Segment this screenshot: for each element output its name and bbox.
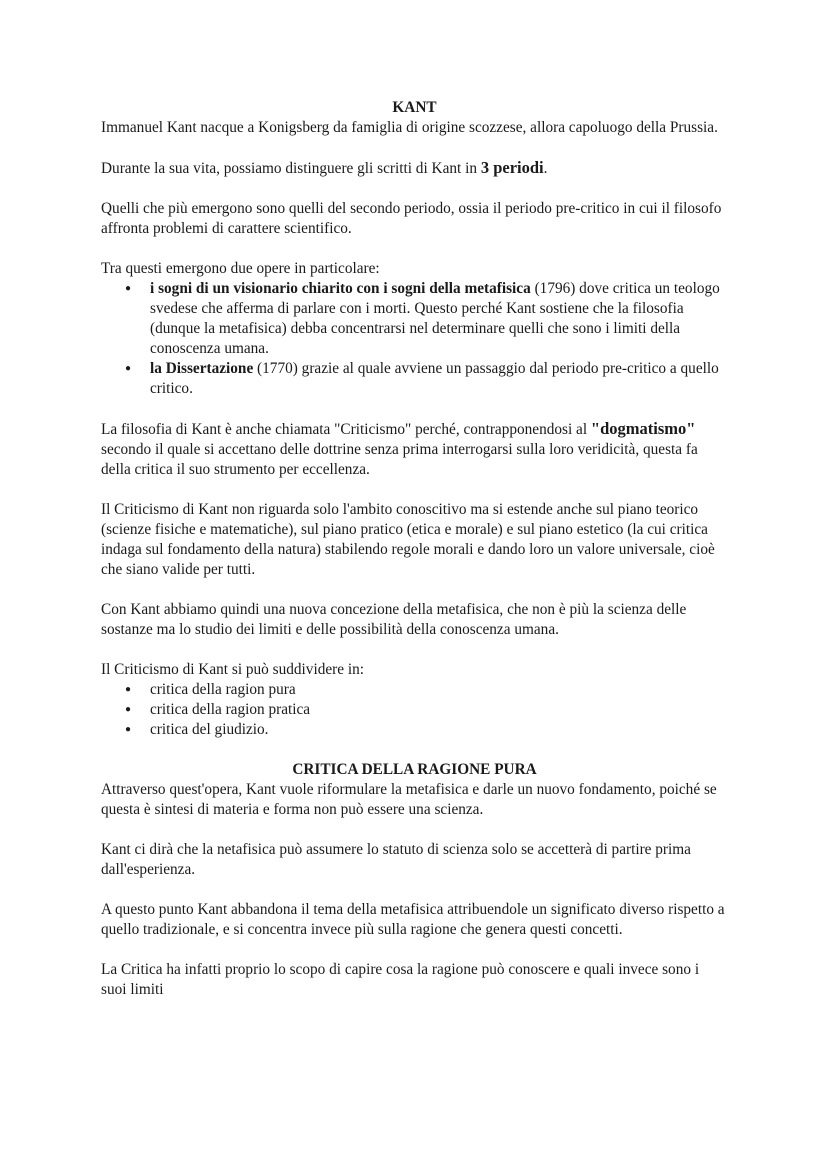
paragraph-second-period: Quelli che più emergono sono quelli del secondo periodo, ossia il periodo pre-critico in cui il filosofo affronta problemi di carattere scientifico. xyxy=(101,200,722,237)
periods-text: Durante la sua vita, possiamo distinguere gli scritti di Kant in xyxy=(101,160,481,177)
list-item: ● critica della ragion pura xyxy=(150,680,728,700)
criticism-text-end: secondo il quale si accettano delle dottrine senza prima interrogarsi sulla loro veridicità, questa fa della critica il suo strumento per eccellenza. xyxy=(101,441,698,478)
periods-end: . xyxy=(543,160,548,177)
list-item xyxy=(150,359,728,399)
paragraph-criticism-scope: Il Criticismo di Kant non riguarda solo l'ambito conoscitivo ma si estende anche sul piano teorico (scienze fisiche e matematiche), sul piano pratico (etica e morale) e sul piano estetico (la cui critica indaga sul fondamento della natura) stabilendo regole morali e dando loro un valore universale, cioè che siano valide per tutti. xyxy=(101,501,715,578)
paragraph-birth: Immanuel Kant nacque a Konigsberg da famiglia di origine scozzese, allora capoluogo della Prussia. xyxy=(101,119,718,136)
works-list xyxy=(101,279,728,399)
work-title: la Dissertazione xyxy=(150,360,254,377)
criticism-text: La filosofia di Kant è anche chiamata "Criticismo" perché, contrapponendosi al xyxy=(101,421,591,438)
paragraph-periods xyxy=(101,158,728,179)
list-item: ● critica della ragion pratica xyxy=(150,700,728,720)
work-description: (1770) grazie al quale avviene un passaggio dal periodo pre-critico a quello critico. xyxy=(150,360,719,397)
critiques-list xyxy=(101,680,728,740)
dogmatism-term: "dogmatismo" xyxy=(590,419,696,438)
paragraph-limits: La Critica ha infatti proprio lo scopo di capire cosa la ragione può conoscere e quali invece sono i suoi limiti xyxy=(101,961,700,998)
paragraph-criticism xyxy=(101,419,728,480)
paragraph-works-intro: Tra questi emergono due opere in particolare: xyxy=(101,260,380,277)
section-title: CRITICA DELLA RAGIONE PURA xyxy=(292,761,537,778)
paragraph-purpose: Attraverso quest'opera, Kant vuole riformulare la metafisica e darle un nuovo fondamento, poiché se questa è sintesi di materia e forma non può essere una scienza. xyxy=(101,781,717,818)
paragraph-experience: Kant ci dirà che la netafisica può assumere lo statuto di scienza solo se accetterà di partire prima dall'esperienza. xyxy=(101,841,691,878)
paragraph-metaphysics: Con Kant abbiamo quindi una nuova concezione della metafisica, che non è più la scienza delle sostanze ma lo studio dei limiti e delle possibilità della conoscenza umana. xyxy=(101,601,687,638)
paragraph-subdivision-intro: Il Criticismo di Kant si può suddividere in: xyxy=(101,661,364,678)
work-description: (1796) dove critica un teologo svedese che afferma di parlare con i morti. Questo perché Kant sostiene che la filosofia (dunque la metafisica) debba concentrarsi nel determinare quelli che sono i limiti della conoscenza umana. xyxy=(150,280,720,357)
paragraph-reason: A questo punto Kant abbandona il tema della metafisica attribuendole un significato diverso rispetto a quello tradizionale, e si concentra invece più sulla ragione che genera questi concetti. xyxy=(101,901,725,938)
list-item: ● critica del giudizio. xyxy=(150,720,728,740)
list-item xyxy=(150,279,728,359)
periods-emphasis: 3 periodi xyxy=(480,158,544,177)
work-title: i sogni di un visionario chiarito con i sogni della metafisica xyxy=(150,280,531,297)
document-title: KANT xyxy=(392,99,437,116)
